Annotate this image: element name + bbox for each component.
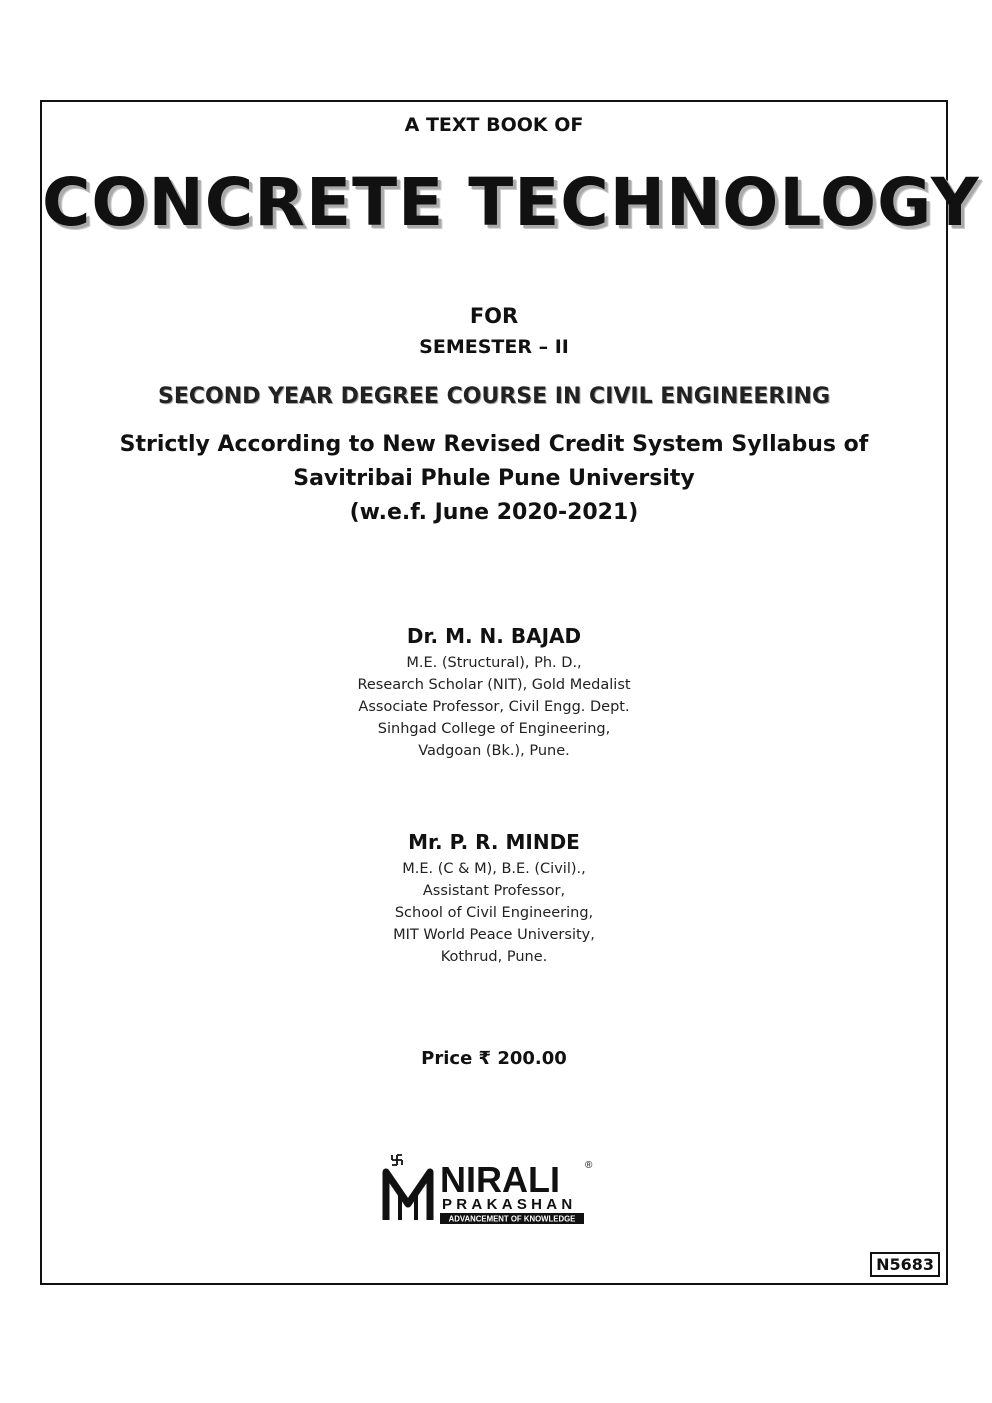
author-block	[42, 830, 946, 968]
credential-line: M.E. (Structural), Ph. D.,	[406, 655, 582, 671]
publisher-logo	[382, 1154, 612, 1226]
course-heading: SECOND YEAR DEGREE COURSE IN CIVIL ENGINEERING	[157, 384, 831, 409]
credential-line: Sinhgad College of Engineering,	[377, 721, 611, 737]
credential-line: School of Civil Engineering,	[394, 905, 594, 921]
publisher-tagline: ADVANCEMENT OF KNOWLEDGE	[448, 1214, 576, 1224]
credential-line: M.E. (C & M), B.E. (Civil).,	[402, 861, 586, 877]
author-name: Mr. P. R. MINDE	[408, 830, 580, 854]
credential-line: Assistant Professor,	[422, 883, 566, 899]
credential-line: MIT World Peace University,	[393, 927, 595, 943]
credential-line: Kothrud, Pune.	[440, 949, 548, 965]
semester-label: SEMESTER – II	[419, 336, 569, 358]
registered-mark: ®	[585, 1160, 593, 1171]
nirali-logo-icon	[382, 1154, 612, 1226]
book-code: N5683	[870, 1252, 940, 1277]
publisher-name: NIRALI	[440, 1159, 560, 1200]
syllabus-line-3: (w.e.f. June 2020-2021)	[349, 500, 639, 525]
for-label: FOR	[469, 304, 519, 328]
author-block	[42, 624, 946, 762]
author-name: Dr. M. N. BAJAD	[406, 624, 582, 648]
credential-line: Associate Professor, Civil Engg. Dept.	[358, 699, 630, 715]
author-credentials	[42, 858, 946, 968]
syllabus-line-1: Strictly According to New Revised Credit System Syllabus of	[119, 432, 869, 457]
kicker-text: A TEXT BOOK OF	[404, 114, 584, 136]
syllabus-line-2: Savitribai Phule Pune University	[293, 466, 695, 491]
book-title: CONCRETE TECHNOLOGY	[42, 164, 980, 241]
credential-line: Vadgoan (Bk.), Pune.	[418, 743, 570, 759]
credential-line: Research Scholar (NIT), Gold Medalist	[357, 677, 631, 693]
price-text: Price ₹ 200.00	[421, 1048, 567, 1069]
publisher-sub: PRAKASHAN	[442, 1196, 577, 1213]
cover-frame	[40, 100, 980, 1285]
author-credentials	[42, 652, 946, 762]
